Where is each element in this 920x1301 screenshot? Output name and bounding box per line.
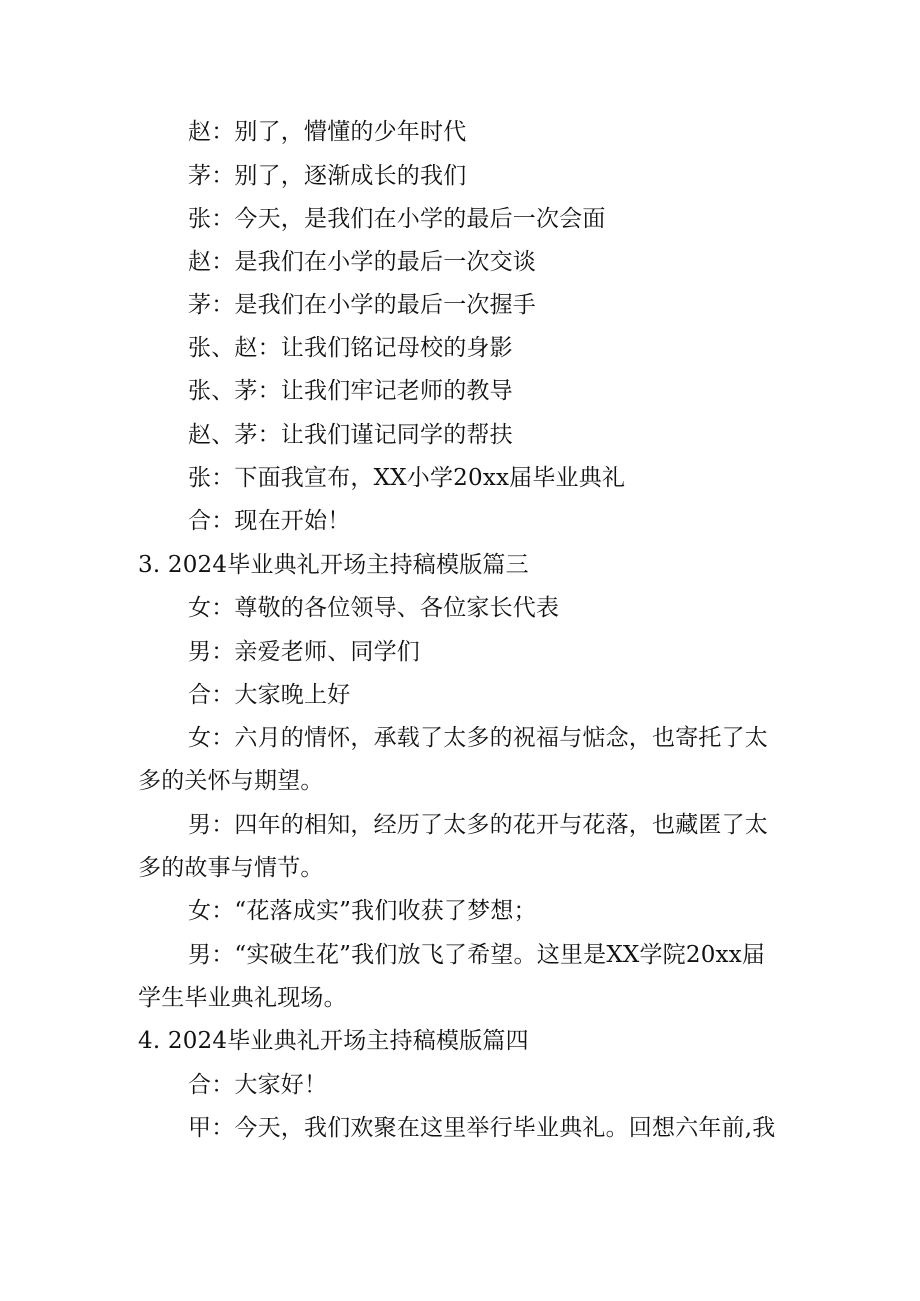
dialogue-line: 女：六月的情怀，承载了太多的祝福与惦念，也寄托了太 (188, 725, 768, 751)
dialogue-line: 赵：是我们在小学的最后一次交谈 (188, 249, 536, 275)
dialogue-line: 男：亲爱老师、同学们 (188, 639, 420, 665)
dialogue-line: 女：尊敬的各位领导、各位家长代表 (188, 595, 560, 621)
dialogue-line: 赵、茅：让我们谨记同学的帮扶 (188, 422, 513, 448)
section-heading: 3. 2024毕业典礼开场主持稿模版篇三 (138, 552, 529, 578)
dialogue-line: 女：“花落成实”我们收获了梦想； (188, 898, 537, 924)
dialogue-line: 张、茅：让我们牢记老师的教导 (188, 378, 513, 404)
dialogue-line: 合：大家晚上好 (188, 682, 351, 708)
dialogue-line: 茅：是我们在小学的最后一次握手 (188, 292, 536, 318)
section-heading: 4. 2024毕业典礼开场主持稿模版篇四 (138, 1028, 529, 1054)
dialogue-line: 男：“实破生花”我们放飞了希望。这里是XX学院20xx届 (188, 942, 766, 968)
dialogue-line: 张：今天，是我们在小学的最后一次会面 (188, 206, 606, 232)
dialogue-line: 合：大家好！ (188, 1072, 328, 1098)
dialogue-line: 茅：别了，逐渐成长的我们 (188, 163, 467, 189)
dialogue-line: 甲：今天，我们欢聚在这里举行毕业典礼。回想六年前,我 (188, 1115, 776, 1141)
dialogue-line-continuation: 多的关怀与期望。 (138, 768, 324, 794)
dialogue-line: 赵：别了，懵懂的少年时代 (188, 119, 467, 145)
dialogue-line-continuation: 学生毕业典礼现场。 (138, 985, 347, 1011)
dialogue-line: 张、赵：让我们铭记母校的身影 (188, 335, 513, 361)
dialogue-line-continuation: 多的故事与情节。 (138, 855, 324, 881)
dialogue-line: 合：现在开始！ (188, 508, 351, 534)
dialogue-line: 张：下面我宣布，XX小学20xx届毕业典礼 (188, 465, 626, 491)
dialogue-line: 男：四年的相知，经历了太多的花开与花落，也藏匿了太 (188, 812, 768, 838)
